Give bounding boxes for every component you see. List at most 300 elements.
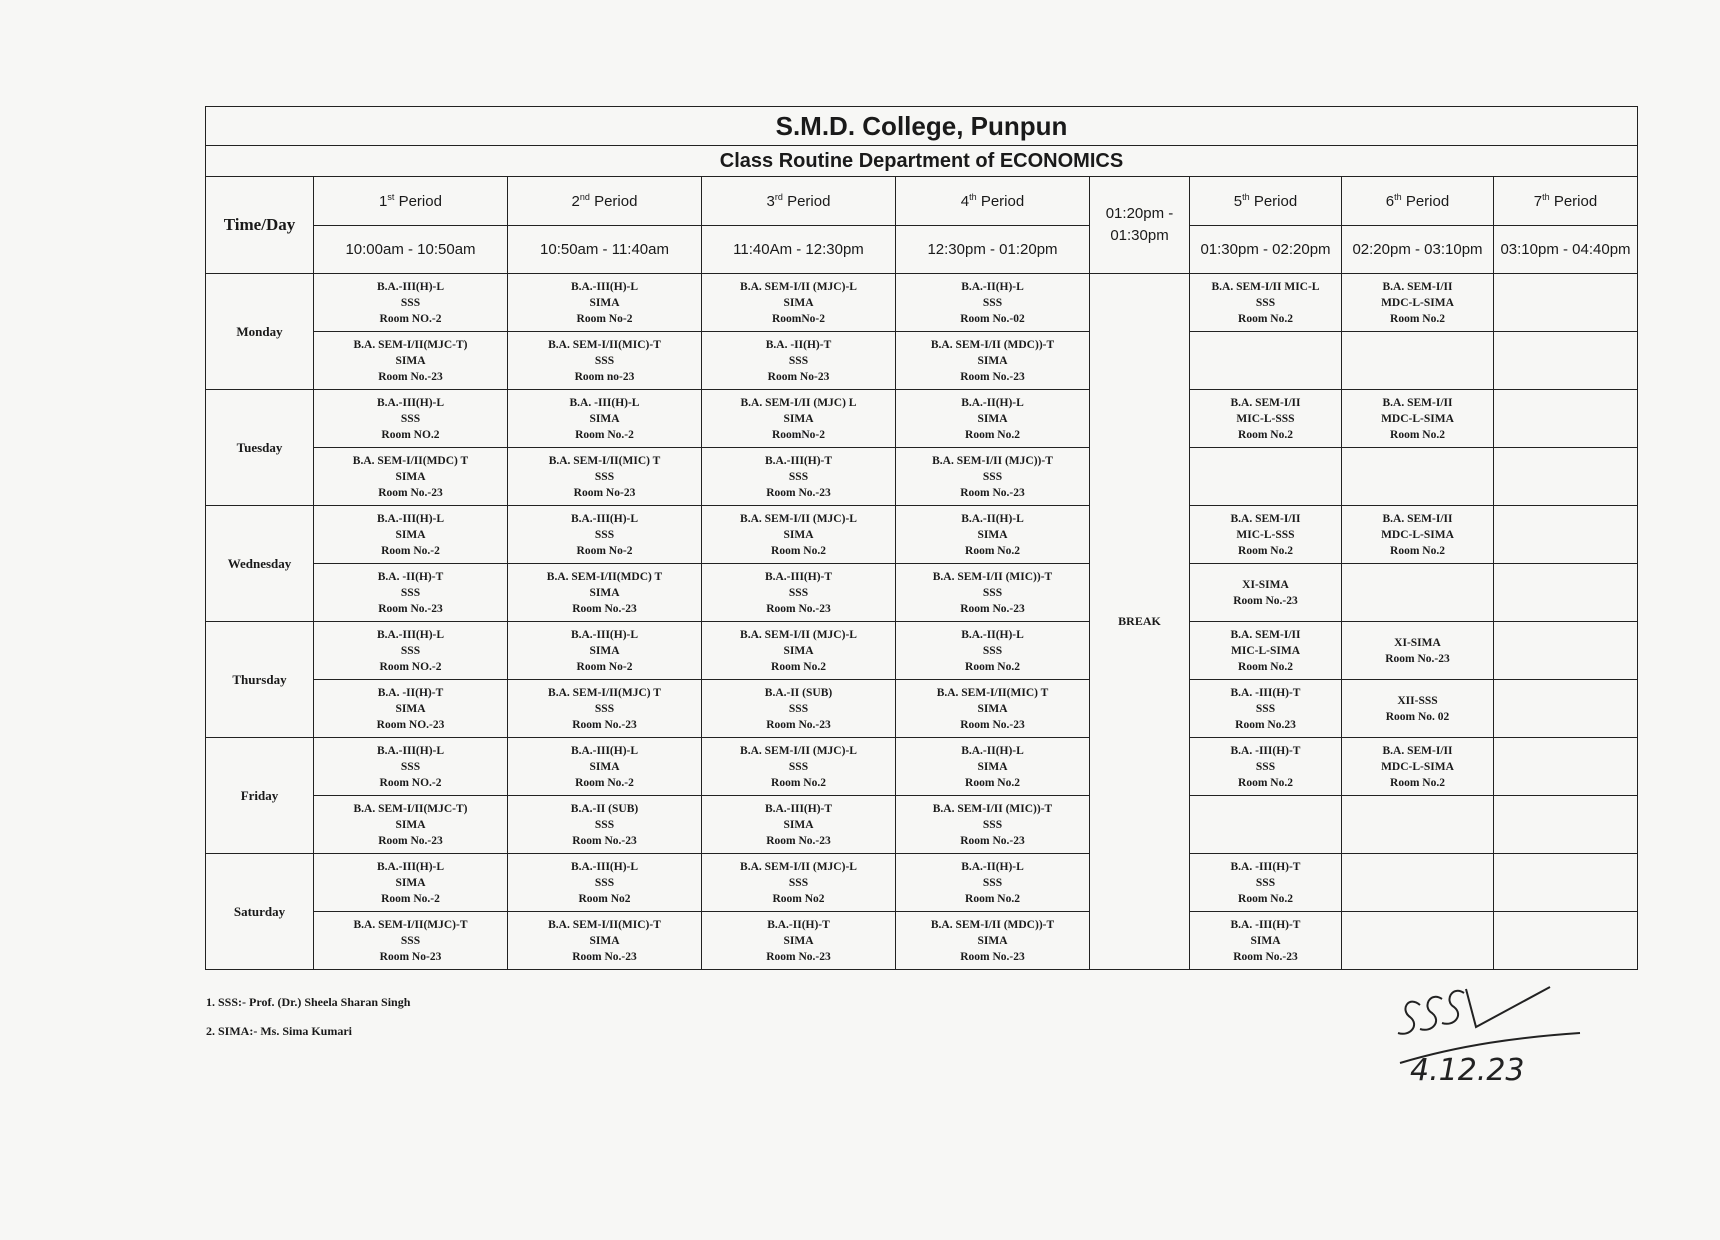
class-cell-line: Room No.-23 [378,602,443,615]
period-number: 6 [1385,193,1395,210]
class-cell-line: SSS [1255,702,1276,715]
class-cell-line: Room No.-23 [960,718,1025,731]
class-cell-line: B.A. SEM-I/II(MDC) T [352,454,469,467]
class-cell [1342,564,1494,622]
class-cell-line: SSS [594,818,615,831]
class-cell [1190,622,1342,680]
class-cell-line: SIMA [783,644,814,657]
class-cell-line: Room No.-23 [960,602,1025,615]
period-suffix: th [1242,192,1250,202]
class-cell-line: SIMA [977,528,1008,541]
class-cell-line: Room No.-2 [575,428,634,441]
period-time: 12:30pm - 01:20pm [896,226,1090,274]
class-cell-line: SSS [788,760,809,773]
class-cell [1494,448,1638,506]
class-cell-line: Room No.23 [1235,718,1296,731]
class-cell [896,564,1090,622]
period-number: 1 [379,193,388,210]
class-cell-line: SIMA [977,412,1008,425]
class-cell-line: Room No.-23 [960,950,1025,963]
break-time-header [1090,177,1190,274]
class-cell-line: B.A. SEM-I/II (MDC))-T [930,338,1055,351]
class-cell-line: B.A. SEM-I/II(MJC)-T [353,918,468,931]
class-cell-line: B.A. SEM-I/II (MDC))-T [930,918,1055,931]
class-cell-line: SSS [594,354,615,367]
class-cell-line: MIC-L-SSS [1236,528,1295,541]
class-cell [702,854,896,912]
department-subtitle: Class Routine Department of ECONOMICS [206,146,1638,177]
class-cell [1494,506,1638,564]
class-cell-line: Room No.-23 [960,834,1025,847]
class-cell-line: B.A. -III(H)-T [1230,686,1301,699]
class-cell [896,332,1090,390]
class-cell-line: SIMA [589,644,620,657]
class-cell [1342,622,1494,680]
class-cell-line: Room No.-2 [381,892,440,905]
class-cell [1342,332,1494,390]
class-cell-line: B.A. SEM-I/II (MJC)-L [740,628,857,641]
routine-row [206,448,1638,506]
class-cell-line: Room No.2 [965,428,1020,441]
class-cell [1342,796,1494,854]
class-cell-line: B.A.-III(H)-L [376,280,445,293]
class-cell [1494,274,1638,332]
routine-row [206,390,1638,448]
class-cell [508,912,702,970]
class-cell-line: B.A. -III(H)-T [1230,918,1301,931]
class-cell-line: B.A. SEM-I/II (MJC)-L [740,860,857,873]
class-cell-line: Room No.-23 [572,950,637,963]
class-cell [702,448,896,506]
class-cell-line: B.A. SEM-I/II(MDC) T [546,570,663,583]
class-cell-line: Room No.2 [1238,428,1293,441]
class-cell-line: SSS [982,818,1003,831]
class-cell-line: SIMA [783,818,814,831]
day-label: Thursday [206,622,314,738]
class-cell [702,390,896,448]
class-cell-line: Room No-2 [576,544,633,557]
class-cell [508,738,702,796]
period-suffix: st [387,192,395,202]
class-cell-line: B.A. -II(H)-T [765,338,832,351]
period-word: Period [1253,193,1298,210]
class-cell-line: XII-SSS [1397,694,1438,707]
class-cell [1494,796,1638,854]
period-header [1190,177,1342,226]
class-cell [508,564,702,622]
class-cell-line: Room NO.-2 [379,312,442,325]
class-cell [702,738,896,796]
class-cell-line: SIMA [395,528,426,541]
class-cell-line: B.A. SEM-I/II(MJC-T) [353,802,468,815]
class-cell-line: B.A.-III(H)-T [764,570,833,583]
class-cell-line: Room No.-23 [766,950,831,963]
period-suffix: th [1394,192,1402,202]
class-cell [896,912,1090,970]
routine-row [206,622,1638,680]
class-cell [1190,448,1342,506]
period-header [896,177,1090,226]
class-cell-line: Room No.-02 [960,312,1025,325]
class-cell-line: SIMA [395,876,426,889]
period-header [702,177,896,226]
svg-text:4.12.23: 4.12.23 [1410,1053,1525,1085]
class-cell-line: B.A.-III(H)-L [570,860,639,873]
class-cell [1494,332,1638,390]
class-cell [1190,738,1342,796]
class-cell-line: SSS [1255,760,1276,773]
class-cell [896,680,1090,738]
class-cell [1342,738,1494,796]
class-cell-line: Room NO.-2 [379,776,442,789]
class-cell-line: Room No.-23 [960,370,1025,383]
class-cell-line: Room No.2 [965,892,1020,905]
class-cell-line: B.A. SEM-I/II(MIC)-T [548,918,661,931]
class-cell-line: SIMA [589,586,620,599]
class-cell [1494,390,1638,448]
routine-row [206,506,1638,564]
class-cell-line: Room NO.2 [381,428,440,441]
period-time: 03:10pm - 04:40pm [1494,226,1638,274]
class-cell [702,506,896,564]
class-cell-line: Room No.-23 [572,602,637,615]
class-cell-line: B.A. SEM-I/II (MJC)-L [740,280,857,293]
class-cell-line: B.A. SEM-I/II(MJC) T [548,686,661,699]
class-cell-line: SSS [1255,296,1276,309]
period-word: Period [787,193,831,210]
class-cell [508,274,702,332]
class-cell [896,622,1090,680]
class-cell-line: Room No.2 [1390,428,1445,441]
class-cell-line: B.A.-III(H)-T [764,802,833,815]
routine-row [206,332,1638,390]
note-sima: 2. SIMA:- Ms. Sima Kumari [206,1024,352,1038]
class-cell-line: B.A.-II(H)-L [961,628,1024,641]
day-label: Tuesday [206,390,314,506]
class-cell-line: Room No.-23 [766,834,831,847]
class-cell-line: Room No.-23 [572,718,637,731]
period-number: 4 [960,193,970,210]
class-cell-line: Room No-23 [379,950,442,963]
class-cell-line: SSS [1255,876,1276,889]
class-cell [1190,390,1342,448]
period-suffix: th [1542,192,1550,202]
class-cell-line: B.A.-II (SUB) [570,802,639,815]
class-cell [1494,564,1638,622]
routine-row [206,796,1638,854]
class-cell-line: Room No.-23 [378,486,443,499]
class-cell [314,796,508,854]
class-cell-line: Room No.2 [1238,892,1293,905]
class-cell [702,680,896,738]
class-cell-line: Room No.2 [771,776,826,789]
period-word: Period [398,193,442,210]
period-number: 5 [1233,193,1243,210]
class-cell-line: Room No-2 [576,312,633,325]
class-cell [314,564,508,622]
class-cell [508,332,702,390]
break-time-line: 01:30pm [1110,227,1169,244]
class-cell [1342,912,1494,970]
class-cell-line: SIMA [589,934,620,947]
class-cell-line: Room No.-23 [960,486,1025,499]
class-cell [1190,564,1342,622]
period-header [508,177,702,226]
class-cell [1190,680,1342,738]
class-cell-line: MDC-L-SIMA [1381,412,1454,425]
period-time: 11:40Am - 12:30pm [702,226,896,274]
period-word: Period [1553,193,1598,210]
period-time: 01:30pm - 02:20pm [1190,226,1342,274]
class-cell-line: SIMA [783,296,814,309]
class-cell-line: B.A.-III(H)-L [376,396,445,409]
class-cell [1494,622,1638,680]
class-cell-line: Room No.2 [1238,776,1293,789]
class-cell-line: RoomNo-2 [771,312,826,325]
routine-sheet [205,106,1637,970]
class-cell [1494,680,1638,738]
class-cell-line: SSS [400,586,421,599]
class-cell [1494,912,1638,970]
class-cell-line: Room No2 [578,892,631,905]
class-cell-line: SIMA [783,528,814,541]
class-cell-line: Room No.-23 [766,602,831,615]
class-cell-line: B.A. SEM-I/II (MJC)-L [740,744,857,757]
class-cell [1494,854,1638,912]
class-cell-line: SIMA [395,354,426,367]
class-cell-line: Room No.2 [1238,660,1293,673]
class-cell-line: Room No.-23 [766,486,831,499]
class-cell-line: B.A.-II(H)-T [767,918,830,931]
class-cell-line: B.A. -III(H)-T [1230,860,1301,873]
class-cell [314,854,508,912]
class-cell-line: B.A.-III(H)-T [764,454,833,467]
class-cell-line: B.A. SEM-I/II [1230,512,1301,525]
class-cell-line: Room No-2 [576,660,633,673]
class-cell-line: B.A. SEM-I/II(MIC) T [936,686,1049,699]
class-cell-line: SIMA [395,702,426,715]
class-cell-line: B.A.-II(H)-L [961,280,1024,293]
class-cell-line: SSS [788,586,809,599]
class-cell [702,332,896,390]
class-cell [1190,506,1342,564]
class-cell-line: B.A. SEM-I/II MIC-L [1211,280,1320,293]
class-cell [314,738,508,796]
class-cell-line: B.A. SEM-I/II (MJC)-L [740,512,857,525]
college-title: S.M.D. College, Punpun [206,107,1638,146]
class-cell-line: SIMA [977,760,1008,773]
class-cell [1190,912,1342,970]
class-cell-line: B.A. SEM-I/II (MJC) L [740,396,857,409]
class-cell [508,448,702,506]
class-cell-line: SSS [400,296,421,309]
break-cell: BREAK [1090,274,1190,970]
class-cell-line: B.A. SEM-I/II [1382,512,1453,525]
class-cell-line: Room No.-23 [1233,594,1298,607]
class-cell-line: B.A. SEM-I/II (MIC))-T [932,802,1053,815]
class-cell [1342,274,1494,332]
class-cell-line: SSS [788,876,809,889]
class-cell-line: B.A.-III(H)-L [376,744,445,757]
class-cell-line: B.A.-III(H)-L [570,512,639,525]
class-cell-line: B.A.-III(H)-L [376,860,445,873]
class-cell-line: Room No.2 [965,776,1020,789]
class-cell-line: B.A.-III(H)-L [376,512,445,525]
class-cell [314,274,508,332]
class-cell-line: B.A. SEM-I/II [1230,628,1301,641]
class-cell-line: SSS [400,412,421,425]
class-cell [1190,332,1342,390]
class-cell [702,564,896,622]
period-number: 7 [1533,193,1543,210]
class-cell-line: SIMA [977,354,1008,367]
class-cell-line: Room No.-2 [381,544,440,557]
class-cell-line: SSS [400,644,421,657]
class-cell-line: SSS [594,702,615,715]
class-cell [702,274,896,332]
period-word: Period [594,193,638,210]
class-cell-line: SSS [788,702,809,715]
class-cell [508,390,702,448]
class-cell [896,390,1090,448]
class-cell [896,738,1090,796]
class-cell-line: SIMA [783,934,814,947]
class-cell-line: SSS [594,528,615,541]
class-cell-line: B.A. SEM-I/II(MJC-T) [353,338,468,351]
class-cell [1190,274,1342,332]
class-cell-line: SIMA [1250,934,1281,947]
class-cell [508,506,702,564]
day-label: Monday [206,274,314,390]
period-number: 3 [766,193,775,210]
class-cell-line: SIMA [977,934,1008,947]
class-cell [508,854,702,912]
class-cell-line: B.A. -II(H)-T [377,570,444,583]
class-cell-line: Room No.-2 [575,776,634,789]
class-cell [508,680,702,738]
class-cell-line: B.A. SEM-I/II [1230,396,1301,409]
class-cell-line: B.A. SEM-I/II(MIC) T [548,454,661,467]
class-cell-line: Room No.2 [1390,776,1445,789]
period-header [314,177,508,226]
class-cell [314,622,508,680]
time-day-header: Time/Day [206,177,314,274]
class-cell-line: MDC-L-SIMA [1381,296,1454,309]
period-time: 10:00am - 10:50am [314,226,508,274]
routine-table [205,106,1638,970]
class-cell-line: MDC-L-SIMA [1381,528,1454,541]
class-cell-line: SIMA [977,702,1008,715]
break-time-line: 01:20pm - [1105,205,1174,222]
period-number: 2 [571,193,580,210]
class-cell [1342,390,1494,448]
routine-row [206,738,1638,796]
class-cell [508,622,702,680]
class-cell-line: Room No.-23 [1233,950,1298,963]
class-cell [1342,854,1494,912]
class-cell-line: SIMA [395,818,426,831]
class-cell-line: B.A.-II(H)-L [961,512,1024,525]
class-cell-line: Room No.-23 [378,834,443,847]
day-label: Wednesday [206,506,314,622]
legend-notes [206,995,410,1053]
routine-row [206,274,1638,332]
class-cell [702,912,896,970]
class-cell [1190,796,1342,854]
period-time: 02:20pm - 03:10pm [1342,226,1494,274]
class-cell [314,448,508,506]
class-cell-line: SSS [788,470,809,483]
class-cell [1342,680,1494,738]
class-cell-line: B.A. SEM-I/II (MIC))-T [932,570,1053,583]
class-cell-line: B.A.-III(H)-L [570,280,639,293]
period-suffix: nd [579,192,590,202]
class-cell-line: Room No.-23 [766,718,831,731]
day-label: Saturday [206,854,314,970]
class-cell-line: SSS [594,470,615,483]
class-cell [508,796,702,854]
class-cell-line: Room No.2 [771,544,826,557]
class-cell [1342,448,1494,506]
class-cell-line: SIMA [589,760,620,773]
class-cell-line: Room No.-23 [378,370,443,383]
class-cell [1342,506,1494,564]
class-cell [896,448,1090,506]
class-cell-line: B.A.-II(H)-L [961,744,1024,757]
class-cell [896,854,1090,912]
handwritten-signature [1380,975,1640,1085]
class-cell-line: SSS [982,644,1003,657]
class-cell [896,506,1090,564]
class-cell-line: SIMA [395,470,426,483]
class-cell-line: B.A.-III(H)-L [376,628,445,641]
period-word: Period [980,193,1025,210]
class-cell [314,332,508,390]
class-cell [702,796,896,854]
class-cell-line: B.A. -III(H)-T [1230,744,1301,757]
class-cell-line: SSS [982,470,1003,483]
class-cell-line: SIMA [783,412,814,425]
class-cell-line: B.A.-III(H)-L [570,744,639,757]
period-time: 10:50am - 11:40am [508,226,702,274]
class-cell-line: B.A.-III(H)-L [570,628,639,641]
class-cell-line: Room No2 [772,892,825,905]
routine-row [206,564,1638,622]
class-cell-line: SSS [982,296,1003,309]
class-cell-line: Room No-23 [767,370,830,383]
class-cell-line: RoomNo-2 [771,428,826,441]
class-cell [314,680,508,738]
class-cell [314,390,508,448]
class-cell-line: SSS [400,760,421,773]
class-cell-line: Room No-23 [573,486,636,499]
routine-row [206,680,1638,738]
class-cell-line: B.A. -II(H)-T [377,686,444,699]
class-cell-line: SSS [982,586,1003,599]
class-cell-line: SIMA [589,296,620,309]
class-cell-line: B.A. -III(H)-L [569,396,640,409]
class-cell-line: Room No.-23 [572,834,637,847]
class-cell-line: Room NO.-23 [376,718,445,731]
class-cell [1190,854,1342,912]
period-header [1494,177,1638,226]
class-cell [702,622,896,680]
class-cell-line: MIC-L-SIMA [1231,644,1300,657]
routine-row [206,854,1638,912]
class-cell-line: Room NO.-2 [379,660,442,673]
class-cell-line: Room No.2 [1238,544,1293,557]
class-cell-line: Room No.2 [965,544,1020,557]
